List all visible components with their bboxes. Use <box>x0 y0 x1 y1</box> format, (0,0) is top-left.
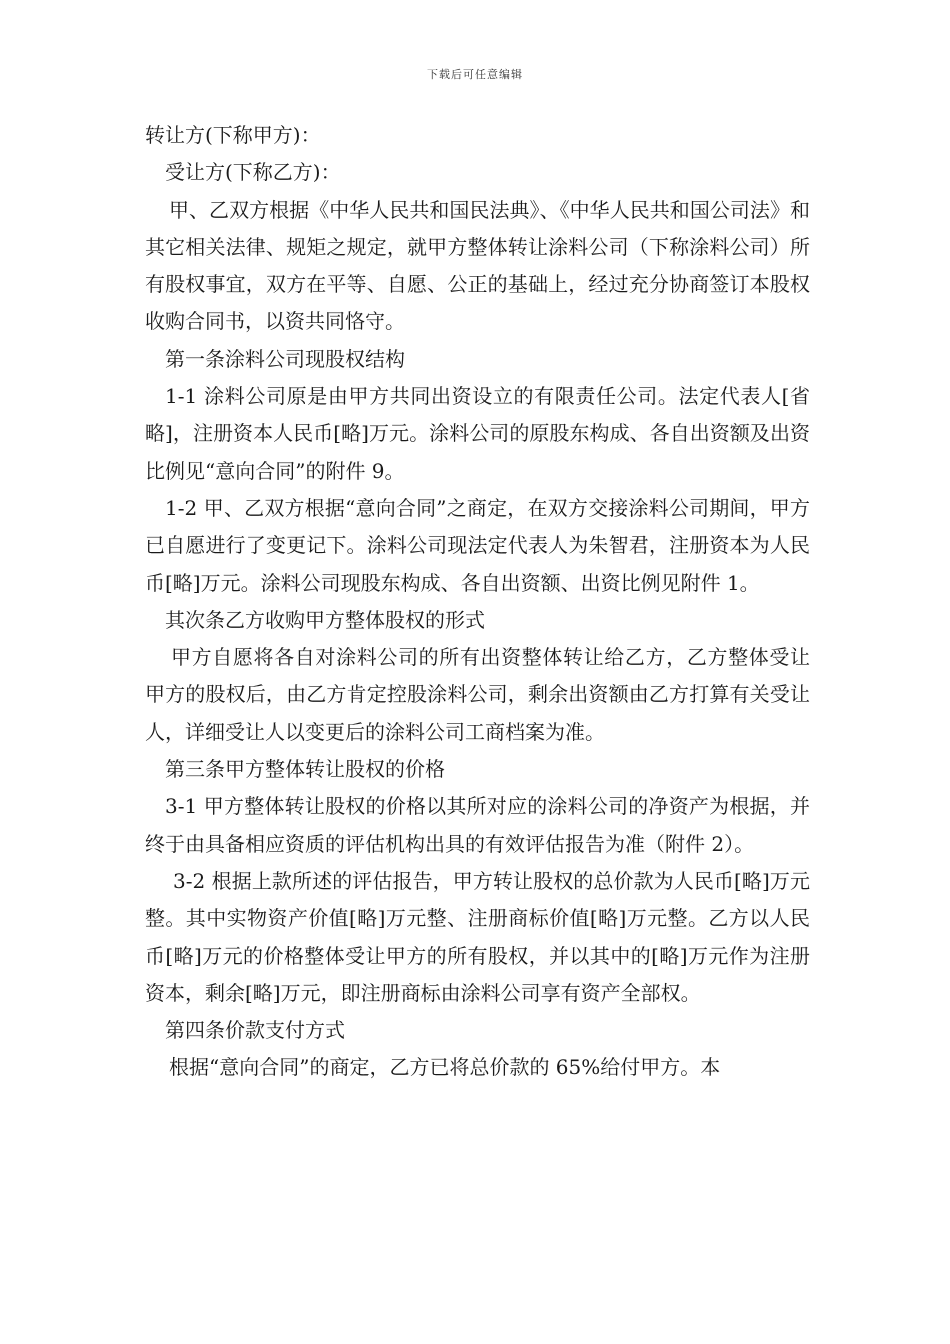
clause-3-2: 3-2 根据上款所述的评估报告，甲方转让股权的总价款为人民币[略]万元整。其中实物资产价值[略]万元整、注册商标价值[略]万元整。乙方以人民币[略]万元的价格整体受让甲方的所有股权，并以其中的[略]万元作为注册资本，剩余[略]万元，即注册商标由涂料公司享有资产全部权。 <box>145 868 810 1005</box>
transferee-line: 受让方(下称乙方)： <box>165 160 341 185</box>
clause-1-1: 1-1 涂料公司原是由甲方共同出资设立的有限责任公司。法定代表人[省略]，注册资本人民币[略]万元。涂料公司的原股东构成、各自出资额及出资比例见“意向合同”的附件 9。 <box>145 384 810 483</box>
article-3-heading: 第三条甲方整体转让股权的价格 <box>165 757 445 782</box>
article-1-heading: 第一条涂料公司现股权结构 <box>165 346 405 371</box>
article-2-body: 甲方自愿将各自对涂料公司的所有出资整体转让给乙方，乙方整体受让甲方的股权后，由乙方肯定控股涂料公司，剩余出资额由乙方打算有关受让人，详细受让人以变更后的涂料公司工商档案为准。 <box>145 645 810 744</box>
transferor-line: 转让方(下称甲方)： <box>145 123 321 147</box>
preamble-paragraph: 甲、乙双方根据《中华人民共和国民法典》、《中华人民共和国公司法》和其它相关法律、规矩之规定，就甲方整体转让涂料公司（下称涂料公司）所有股权事宜，双方在平等、自愿、公正的基础上，经过充分协商签订本股权收购合同书，以资共同恪守。 <box>145 197 810 334</box>
clause-3-1: 3-1 甲方整体转让股权的价格以其所对应的涂料公司的净资产为根据，并终于由具备相应资质的评估机构出具的有效评估报告为准（附件 2）。 <box>145 794 810 856</box>
page-header-note: 下载后可任意编辑 <box>427 68 523 81</box>
article-2-heading: 其次条乙方收购甲方整体股权的形式 <box>165 607 485 632</box>
clause-1-2: 1-2 甲、乙双方根据“意向合同”之商定，在双方交接涂料公司期间，甲方已自愿进行了变更记下。涂料公司现法定代表人为朱智君，注册资本为人民币[略]万元。涂料公司现股东构成、各自出资额、出资比例见附件 1。 <box>145 495 810 595</box>
article-4-heading: 第四条价款支付方式 <box>165 1018 345 1043</box>
contract-body <box>145 117 810 1087</box>
article-4-body: 根据“意向合同”的商定，乙方已将总价款的 65%给付甲方。本 <box>169 1055 721 1080</box>
